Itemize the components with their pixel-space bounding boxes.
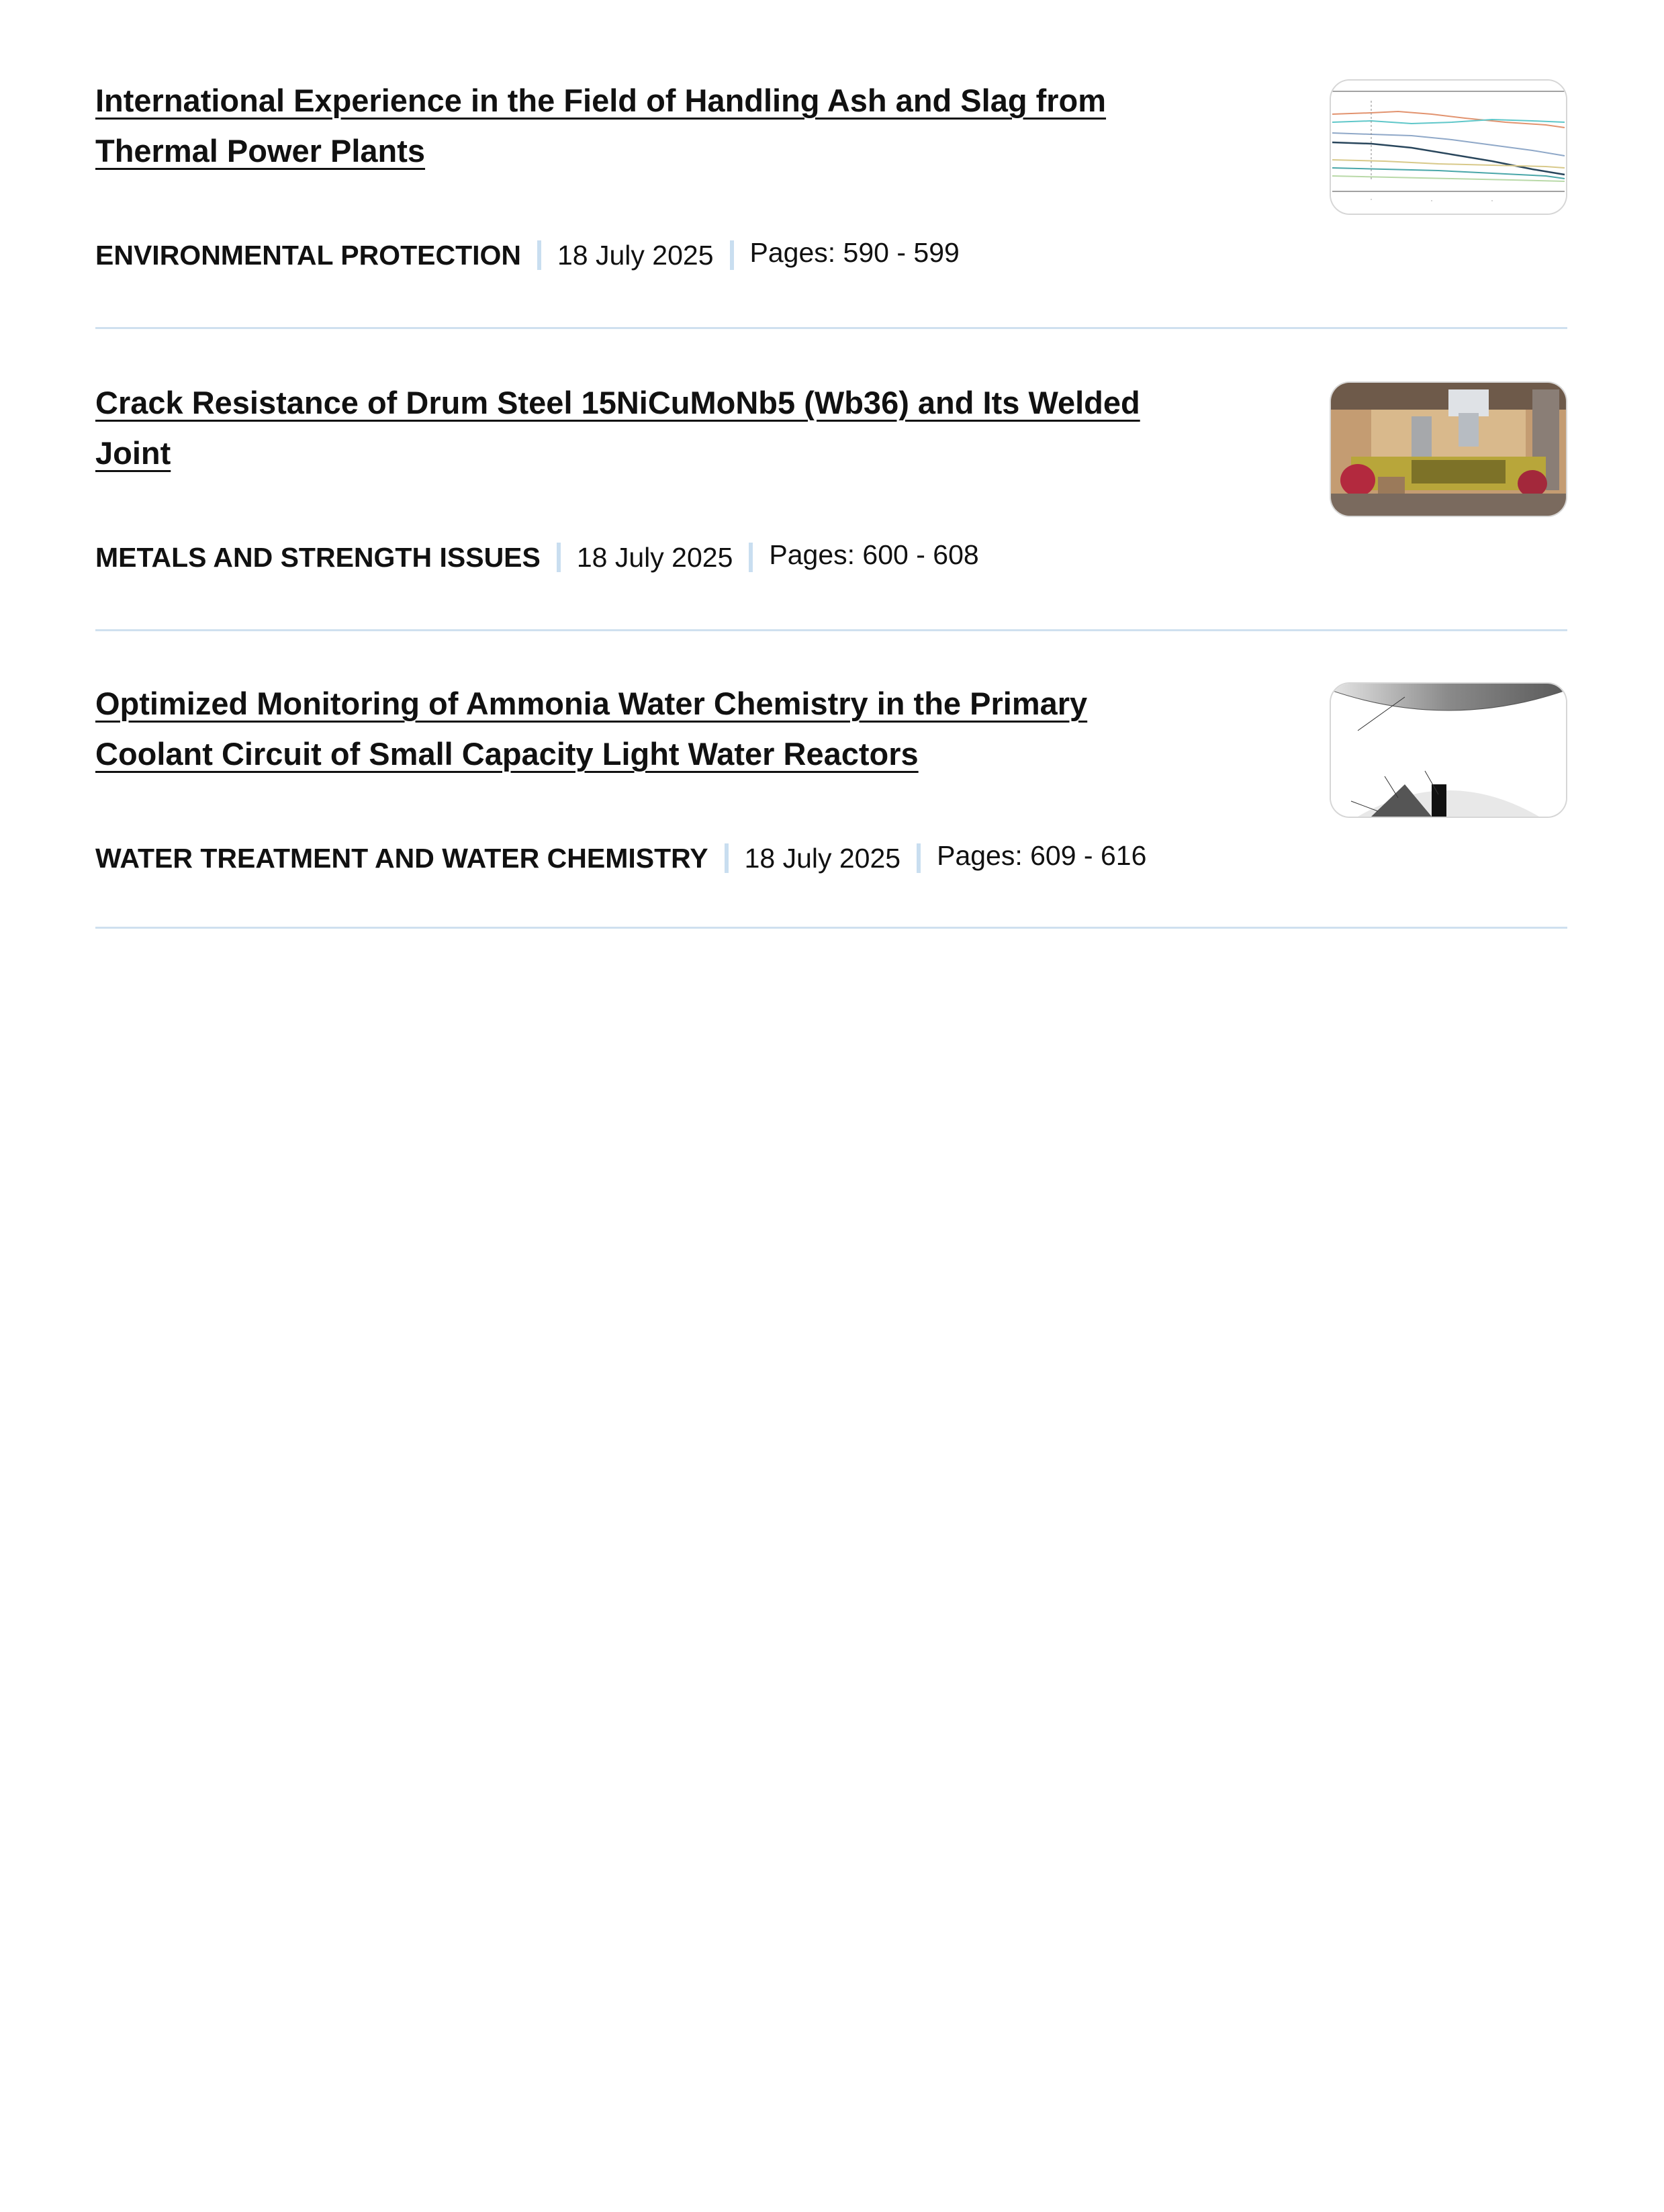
line-chart-thumbnail[interactable]	[1330, 79, 1567, 215]
svg-text:·: ·	[1430, 197, 1433, 204]
article-item	[95, 75, 1567, 270]
article-title-line: Crack Resistance of Drum Steel 15NiCuMoNb5 (Wb36) and Its Welded	[95, 385, 1140, 420]
meta-separator	[537, 240, 541, 270]
article-title-line: Coolant Circuit of Small Capacity Light Water Reactors	[95, 736, 919, 772]
article-title-link[interactable]	[95, 385, 1140, 471]
article-title-line: Thermal Power Plants	[95, 133, 426, 169]
test-rig-photo-thumbnail[interactable]	[1330, 381, 1567, 517]
svg-text:·: ·	[1491, 197, 1493, 204]
article-date: 18 July 2025	[744, 843, 901, 874]
article-meta	[95, 236, 960, 274]
article-pages: Pages: 590 - 599	[749, 237, 960, 268]
article-meta	[95, 839, 1146, 877]
article-item	[95, 377, 1567, 572]
article-divider	[95, 927, 1567, 929]
meta-separator	[749, 543, 753, 572]
meta-separator	[917, 843, 921, 873]
article-title	[95, 75, 1223, 176]
svg-text:·: ·	[1370, 196, 1373, 203]
article-title-line: Joint	[95, 435, 171, 471]
article-divider	[95, 629, 1567, 631]
article-section[interactable]: ENVIRONMENTAL PROTECTION	[95, 240, 521, 271]
meta-separator	[730, 240, 734, 270]
article-item	[95, 678, 1567, 873]
article-title	[95, 678, 1223, 779]
article-date: 18 July 2025	[557, 240, 714, 271]
article-date: 18 July 2025	[576, 542, 733, 573]
article-title	[95, 377, 1223, 478]
article-title-link[interactable]	[95, 83, 1106, 169]
article-pages: Pages: 609 - 616	[937, 840, 1147, 871]
article-title-line: International Experience in the Field of Handling Ash and Slag from	[95, 83, 1107, 118]
article-title-line: Optimized Monitoring of Ammonia Water Chemistry in the Primary	[95, 686, 1088, 721]
article-title-link[interactable]	[95, 686, 1087, 772]
article-section[interactable]: METALS AND STRENGTH ISSUES	[95, 542, 541, 573]
article-section[interactable]: WATER TREATMENT AND WATER CHEMISTRY	[95, 843, 708, 874]
article-pages: Pages: 600 - 608	[769, 539, 979, 570]
reactor-diagram-thumbnail[interactable]	[1330, 682, 1567, 818]
meta-separator	[725, 843, 729, 873]
article-divider	[95, 327, 1567, 329]
meta-separator	[557, 543, 561, 572]
article-meta	[95, 539, 979, 576]
